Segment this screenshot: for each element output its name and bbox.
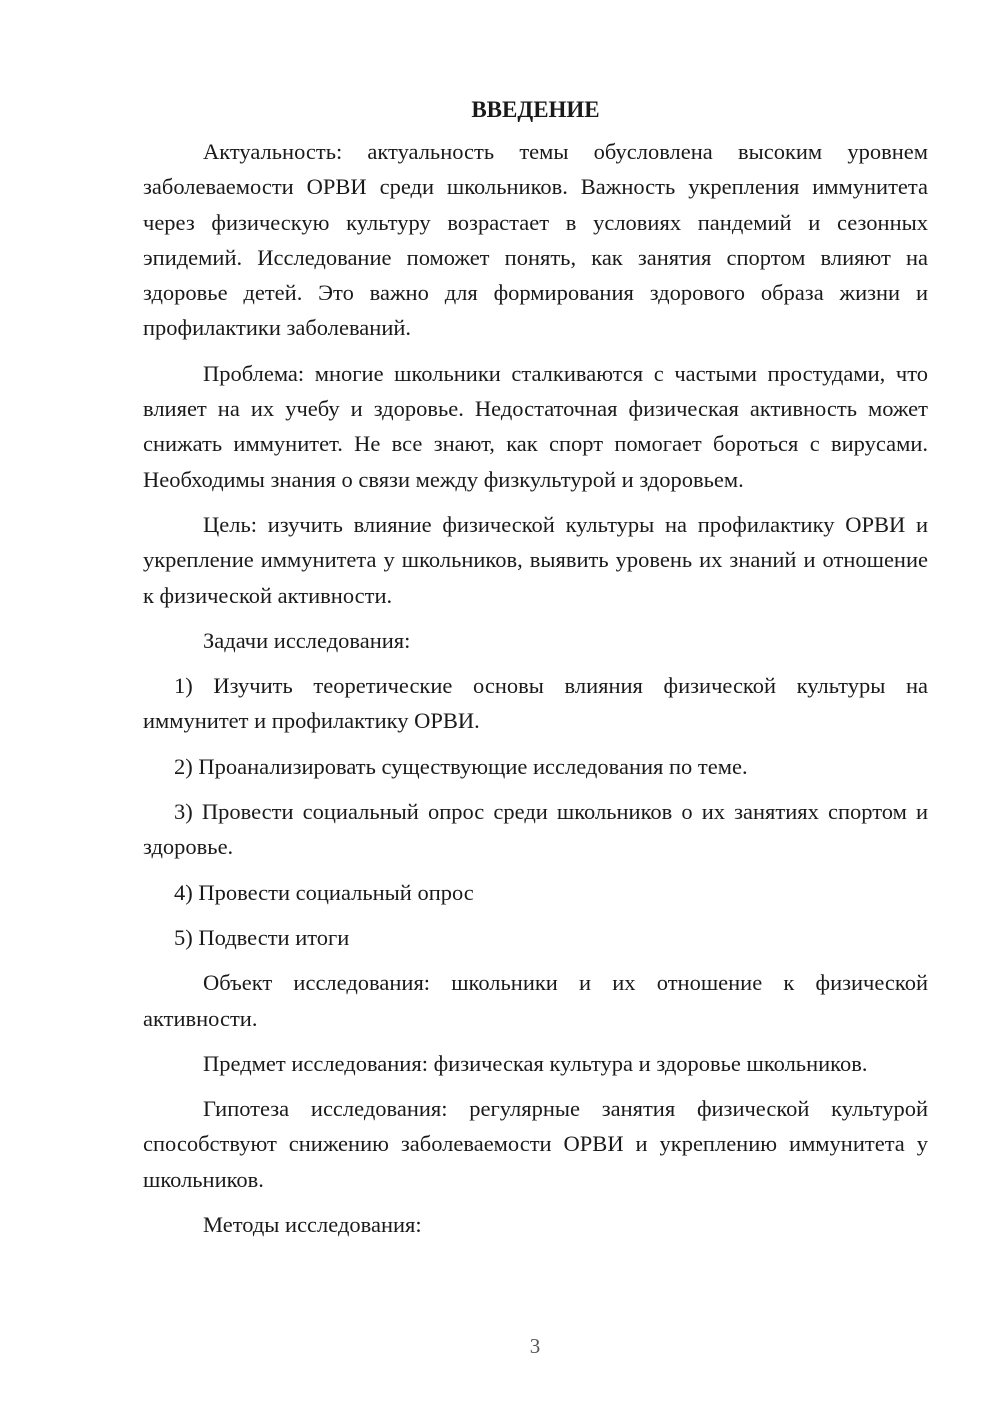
document-page — [143, 92, 928, 1252]
paragraph-object: Объект исследования: школьники и их отношение к физической активности. — [143, 970, 928, 1031]
task-item-2: 2) Проанализировать существующие исследования по теме. — [174, 753, 748, 779]
methods-title: Методы исследования: — [203, 1212, 422, 1238]
task-item-5: 5) Подвести итоги — [174, 924, 350, 950]
tasks-title: Задачи исследования: — [203, 627, 411, 653]
task-item-4: 4) Провести социальный опрос — [174, 879, 474, 905]
paragraph-problem: Проблема: многие школьники сталкиваются с частыми простудами, что влияет на их учебу и здоровье. Недостаточная физическая активность может снижать иммунитет. Не все знают, как спорт помогает бороться с вирусами. Необходимы знания о связи между физкультурой и здоровьем. — [143, 360, 928, 492]
task-item-3: 3) Провести социальный опрос среди школьников о их занятиях спортом и здоровье. — [143, 799, 928, 860]
paragraph-subject: Предмет исследования: физическая культура и здоровье школьников. — [203, 1050, 868, 1076]
page-title: ВВЕДЕНИЕ — [471, 97, 600, 122]
task-item-1: 1) Изучить теоретические основы влияния физической культуры на иммунитет и профилактику ОРВИ. — [143, 673, 928, 734]
paragraph-relevance: Актуальность: актуальность темы обусловлена высоким уровнем заболеваемости ОРВИ среди школьников. Важность укрепления иммунитета через физическую культуру возрастает в условиях пандемий и сезонных эпидемий. Исследование поможет понять, как занятия спортом влияют на здоровье детей. Это важно для формирования здорового образа жизни и профилактики заболеваний. — [143, 139, 928, 341]
paragraph-goal: Цель: изучить влияние физической культуры на профилактику ОРВИ и укрепление иммунитета у школьников, выявить уровень их знаний и отношение к физической активности. — [143, 511, 928, 608]
paragraph-hypothesis: Гипотеза исследования: регулярные занятия физической культурой способствуют снижению заболеваемости ОРВИ и укреплению иммунитета у школьников. — [143, 1096, 928, 1192]
page-number: 3 — [529, 1334, 541, 1358]
